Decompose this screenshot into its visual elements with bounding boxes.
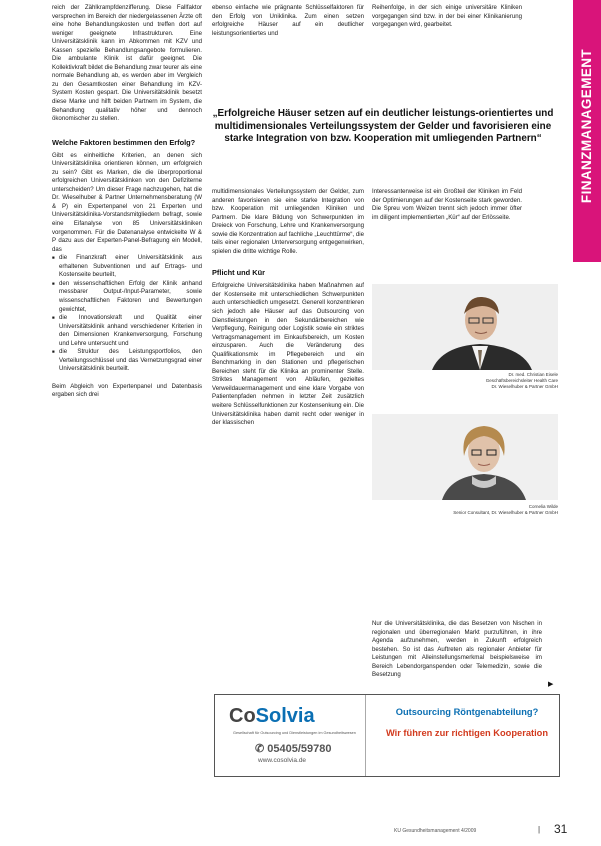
bullet-list [52,254,202,374]
ad-headline: Outsourcing Röntgenabteilung? [395,707,539,717]
ad-logo-panel [215,695,366,776]
portrait-photo-1 [372,284,558,370]
footer-publication: KU Gesundheitsmanagement 4/2009 [394,828,477,834]
text-column-3 [372,4,522,30]
paragraph: Erfolgreiche Universitätsklinika haben Maßnahmen auf der Kostenseite mit unterschiedlichen Schwerpunkten auch unterschiedlich umgesetzt. Generell konzentrieren sich jedoch alle Häuser auf das Outsourcing von Dienstleistungen in den Sekundärbereichen wie Verpflegung, Reinigung oder Logistik sowie ein striktes Vertragsmanagement im Einkaufsbereich, um Kosten einzusparen. Auch die Veränderung des Qualifikationsmix im Pflegebereich und ein Benchmarking in den Stationen und pflegerischen Bereichen steht für die Klinika an prominenter Stelle. Striktes Management von Abläufen, gezieltes Verweildauermanagement und eine klare Vorgabe von Patientenpfaden nehmen in letzter Zeit zusätzlich weitere Schlüsselfunktionen zur Kostensenkung ein. Die Universitätsklinika haben damit recht oder weniger in der klassischen [212,282,364,427]
paragraph: Gibt es einheitliche Kriterien, an denen sich Universitätsklinika orientieren können, um erfolgreich zu sein? Gibt es Marken, die die überproportional erfolgreichen Universitätsklinken von den Defiziterne unterscheiden? Um dieser Frage nachzugehen, hat die Dr. Wieselhuber & Partner Unternehmensberatung (W & P) ein Expertenpanel von 21 Experten und Universitätsklinika-Vorstandsmitgliedern befragt, sowie eine Eifanalyse von 85 Universitätskliniken vorgenommen. Für die Datenanalyse entwickelte W & P dazu aus der Experten-Panel-Befragung ein Modell, das [52,151,202,253]
text-column-3c [372,620,542,680]
page-number: 31 [554,822,568,836]
caption-line: Senior Consultant, Dr. Wieselhuber & Partner GmbH [453,510,558,515]
section-label: FINANZMANAGEMENT [579,48,594,204]
photo-caption-1 [372,372,558,390]
subheading: Welche Faktoren bestimmen den Erfolg? [52,137,196,147]
paragraph: ebenso einfache wie prägnante Schlüsselfaktoren für den Erfolg von Uniklinika. Zum einen setzen erfolgreiche Häuser auf ein deutlicher leistungsorientiertes und [212,4,364,37]
ad-subline: Wir führen zur richtigen Kooperation [385,728,549,738]
subheading: Pflicht und Kür [212,268,265,278]
ad-website: www.cosolvia.de [258,757,307,764]
caption-name: Dr. med. Christian Eisele [508,372,558,377]
advertisement [214,694,560,777]
ad-message [381,707,553,739]
portrait-photo-2 [372,414,558,500]
paragraph: Reihenfolge, in der sich einige universitäre Kliniken vorgegangen sind bzw. in der bei einer Klinikanierung vorgegangen wird, gearbeitet. [372,4,522,29]
text-column-2b [212,188,364,428]
pull-quote: „Erfolgreiche Häuser setzen auf ein deutlicher leistungs-orientiertes und multidimensionales Verteilungssystem der Gelder und favorisieren eine starke Integration von bzw. Kooperation mit umliegenden Partnern“ [212,108,554,145]
caption-line: Dr. Wieselhuber & Partner GmbH [491,384,558,389]
paragraph: Nur die Universitätsklinika, die das Besetzen von Nischen in regionalen und überregionalen Markt purzuführen, in ihre Agenda aufzunehmen, werden in Zukunft erfolgreich bestehen. So ist das Auftreten als regionaler Anbieter für Leistungen mit Alleinstellungsmerkmal beispielsweise im Bereich Lebendorganspenden oder Telemedizin, sowie die Besetzung [372,620,542,679]
list-item: ■ die Finanzkraft einer Universitätsklinik aus erhaltenen Subventionen und auf Ertrags- und Kostenseite beurteilt, [59,254,202,280]
list-item: ■ den wissenschaftlichen Erfolg der Klinik anhand messbarer Output-/Input-Parameter, sowie wissenschaftlichen Faktoren und Bewertungen gewichtet, [59,280,202,314]
text-column-1 [52,4,202,400]
text-column-2 [212,4,364,38]
paragraph: reich der Zählkrampfdenzifferung. Diese Fallfaktor versprechen im Bereich der niedergelassenen Ärzte oft eine hohe Behandlungskosten und treffen dort auf weniger geeignete Infrastrukturen. Eine Universitätsklinik kann im Abkommen mit KZV und Kassen spezielle Behandlungsangebote formulieren. Die ambulante Klinik ist dafür geeignet. Die Kollektivkraft bildet die Behandlung zwar teurer als eine normale Behandlung ab, es werden aber im Vergleich zu den Gesamtkosten einer Behandlung im KZV-System Kosten gespart. Die Universitätsklinik besetzt diese Marke und hilft beiden Partnern im System, die Behandlung qualitativ höher und dennoch ökonomischer zu stellen. [52,4,202,123]
caption-line: Geschäftsbereichsleiter Health Care [485,378,558,383]
paragraph: Beim Abgleich von Expertenpanel und Datenbasis ergaben sich drei [52,382,202,399]
list-item: ■ die Innovationskraft und Qualität einer Universitätsklinik anhand verschiedener Kriterien in den Dimensionen Krankenversorgung, Forschung und Lehre untersucht und [59,314,202,348]
paragraph: multidimensionales Verteilungssystem der Gelder, zum anderen favorisieren sie eine starke Integration von bzw. Kooperation mit umliegenden Kliniken und Partnern. Die klare Bildung von Schwerpunkten im Dreieck von Forschung, Lehre und Krankenversorgung sowie die Konzentration auf fachliche „Leuchttürme“, die teils einer regionalen Unterversorgung entgegenwirken, spielen die dritte wichtige Rolle. [212,188,364,255]
ad-logo: CoSolvia [229,705,315,727]
photo-caption-2 [372,504,558,516]
ad-phone: ✆ 05405/59780 [255,743,332,755]
ad-tagline: Gesellschaft für Outsourcing und Dienstleistungen im Gesundheitswesen [233,731,356,735]
list-item: ■ die Struktur des Leistungsportfolios, den Verteilungsschlüssel und das Vernetzungsgrad einer Universitätsklinik beurteilt. [59,348,202,374]
continue-arrow-icon: ▶ [548,681,554,688]
footer-divider: | [538,825,541,834]
text-column-3b [372,188,522,222]
caption-name: Cornelia Wilde [528,504,558,509]
phone-icon: ✆ [255,743,265,755]
paragraph: Interessanterweise ist ein Großteil der Kliniken im Feld der Optimierungen auf der Kostenseite stark geworden. Die Spreu vom Weizen trennt sich jedoch immer öfter im diligent implementierten „Kür“ auf der Erlösseite. [372,188,522,221]
